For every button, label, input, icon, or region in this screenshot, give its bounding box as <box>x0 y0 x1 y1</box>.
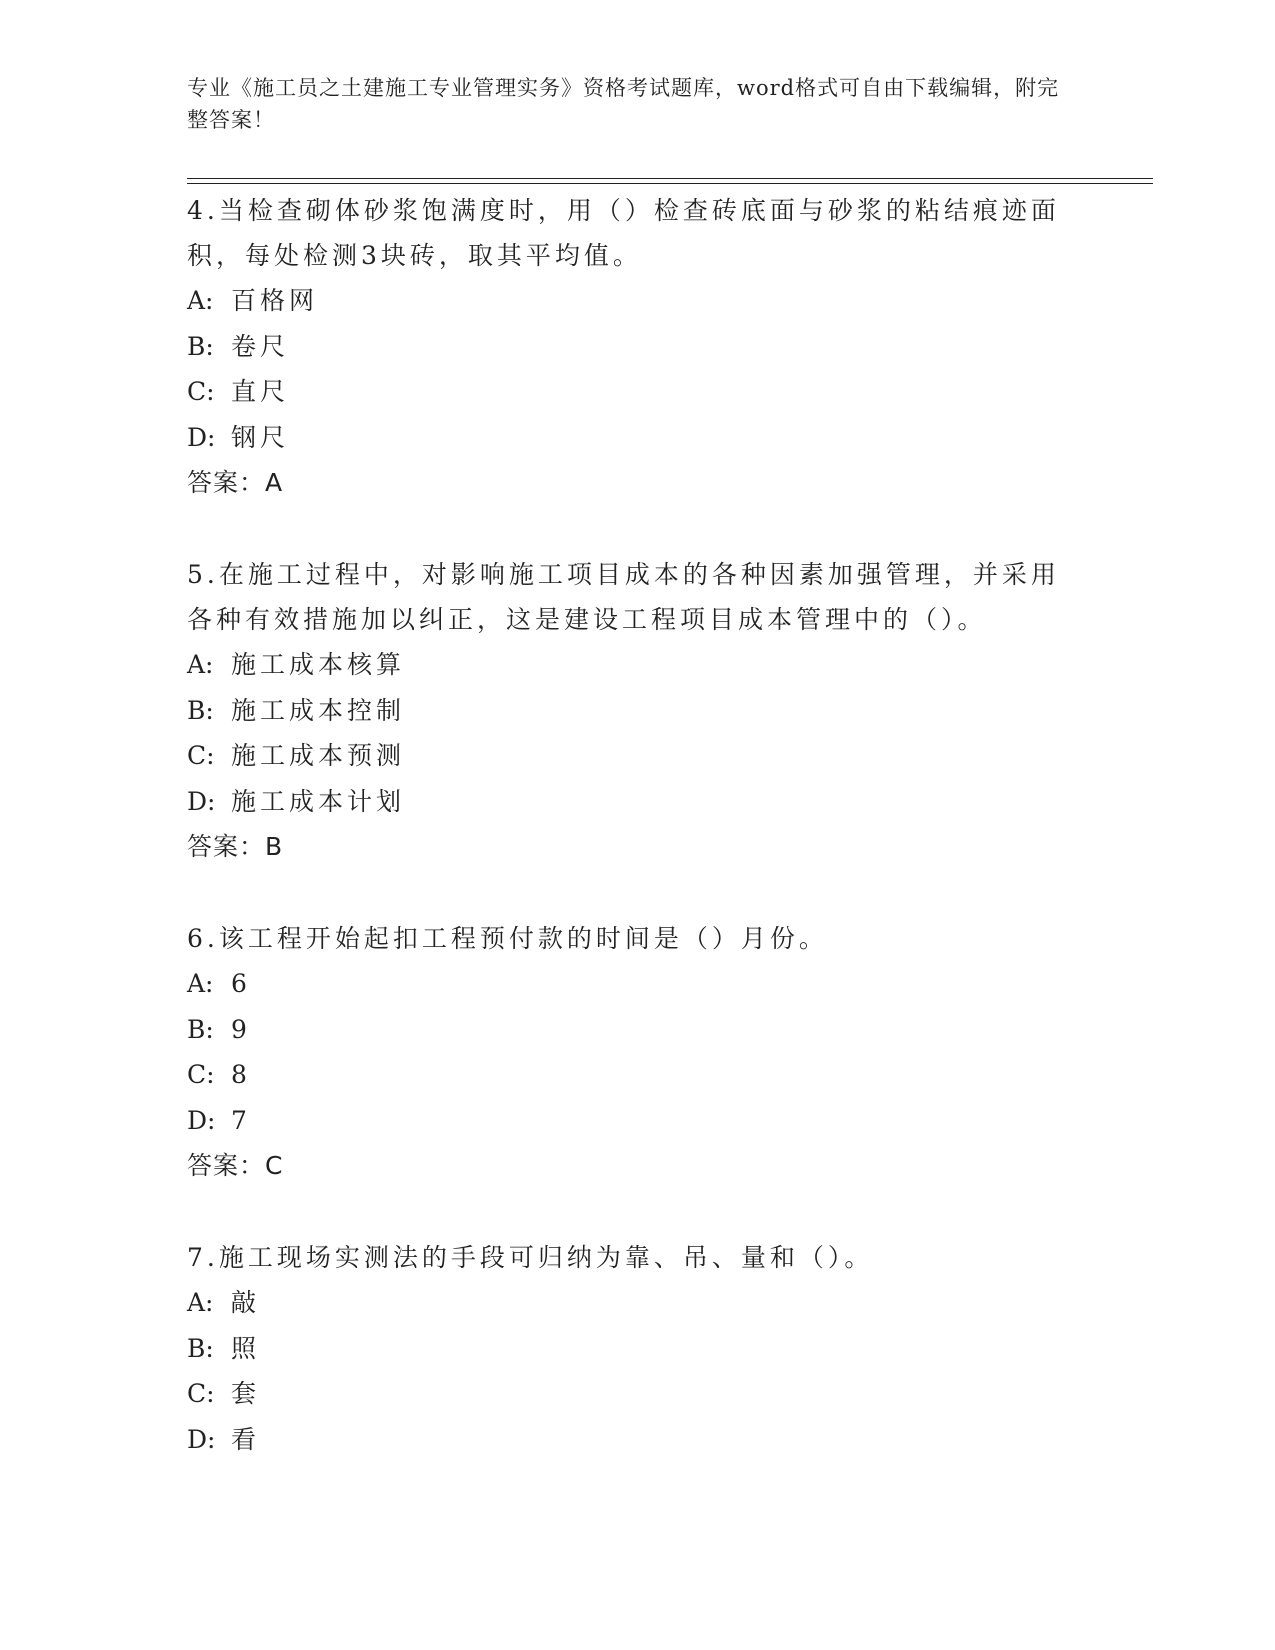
answer-line: 答案：A <box>187 468 284 497</box>
question-stem: 6.该工程开始起扣工程预付款的时间是（）月份。 <box>187 924 828 953</box>
option-text: 施工成本预测 <box>231 741 406 770</box>
question-block <box>187 1235 1067 1462</box>
option-b <box>187 324 1067 370</box>
option-text: 敲 <box>231 1288 261 1317</box>
question-block <box>187 552 1067 869</box>
option-label: B: <box>187 1333 214 1363</box>
option-text: 6 <box>231 969 251 998</box>
option-b <box>187 1007 1067 1053</box>
option-d <box>187 415 1067 461</box>
option-text: 施工成本计划 <box>231 786 406 816</box>
option-d <box>187 1098 1067 1144</box>
option-a <box>187 961 1067 1007</box>
option-b <box>187 1326 1067 1372</box>
option-label: D: <box>187 422 216 452</box>
option-text: 7 <box>231 1105 251 1135</box>
option-c <box>187 1052 1067 1098</box>
option-text: 套 <box>231 1379 261 1408</box>
option-text: 8 <box>231 1060 251 1089</box>
option-label: B: <box>187 1014 214 1044</box>
option-text: 照 <box>231 1333 261 1363</box>
option-label: C: <box>187 1060 215 1089</box>
option-label: B: <box>187 331 214 361</box>
option-label: A: <box>187 969 214 998</box>
option-label: B: <box>187 695 214 725</box>
question-block <box>187 916 1067 1188</box>
option-text: 施工成本核算 <box>231 650 406 679</box>
option-label: D: <box>187 1105 216 1135</box>
option-text: 钢尺 <box>231 422 290 452</box>
answer-line: 答案：C <box>187 1151 284 1180</box>
option-a <box>187 1280 1067 1326</box>
option-a <box>187 642 1067 688</box>
option-d <box>187 779 1067 825</box>
option-label: C: <box>187 377 215 406</box>
option-label: D: <box>187 1424 216 1454</box>
option-label: A: <box>187 650 214 679</box>
option-text: 施工成本控制 <box>231 695 406 725</box>
header-divider-top <box>187 178 1153 179</box>
option-label: C: <box>187 741 215 770</box>
option-label: A: <box>187 286 214 315</box>
option-d <box>187 1417 1067 1463</box>
option-text: 9 <box>231 1014 251 1044</box>
option-label: A: <box>187 1288 214 1317</box>
option-a <box>187 278 1067 324</box>
document-header: 专业《施工员之土建施工专业管理实务》资格考试题库，word格式可自由下载编辑，附完整答案！ <box>187 76 1060 132</box>
header-divider-bottom <box>187 183 1153 184</box>
question-stem: 7.施工现场实测法的手段可归纳为靠、吊、量和（）。 <box>187 1243 874 1272</box>
option-text: 卷尺 <box>231 331 290 361</box>
option-c <box>187 1371 1067 1417</box>
option-label: D: <box>187 786 216 816</box>
question-block <box>187 188 1067 505</box>
answer-line: 答案：B <box>187 832 284 861</box>
question-stem: 5.在施工过程中，对影响施工项目成本的各种因素加强管理，并采用各种有效措施加以纠正，这是建设工程项目成本管理中的（）。 <box>187 560 1060 634</box>
question-stem: 4.当检查砌体砂浆饱满度时，用（）检查砖底面与砂浆的粘结痕迹面积，每处检测3块砖，取其平均值。 <box>187 196 1060 270</box>
option-text: 直尺 <box>231 377 290 406</box>
option-text: 百格网 <box>231 286 319 315</box>
option-c <box>187 733 1067 779</box>
option-text: 看 <box>231 1424 261 1454</box>
option-b <box>187 688 1067 734</box>
option-label: C: <box>187 1379 215 1408</box>
option-c <box>187 369 1067 415</box>
